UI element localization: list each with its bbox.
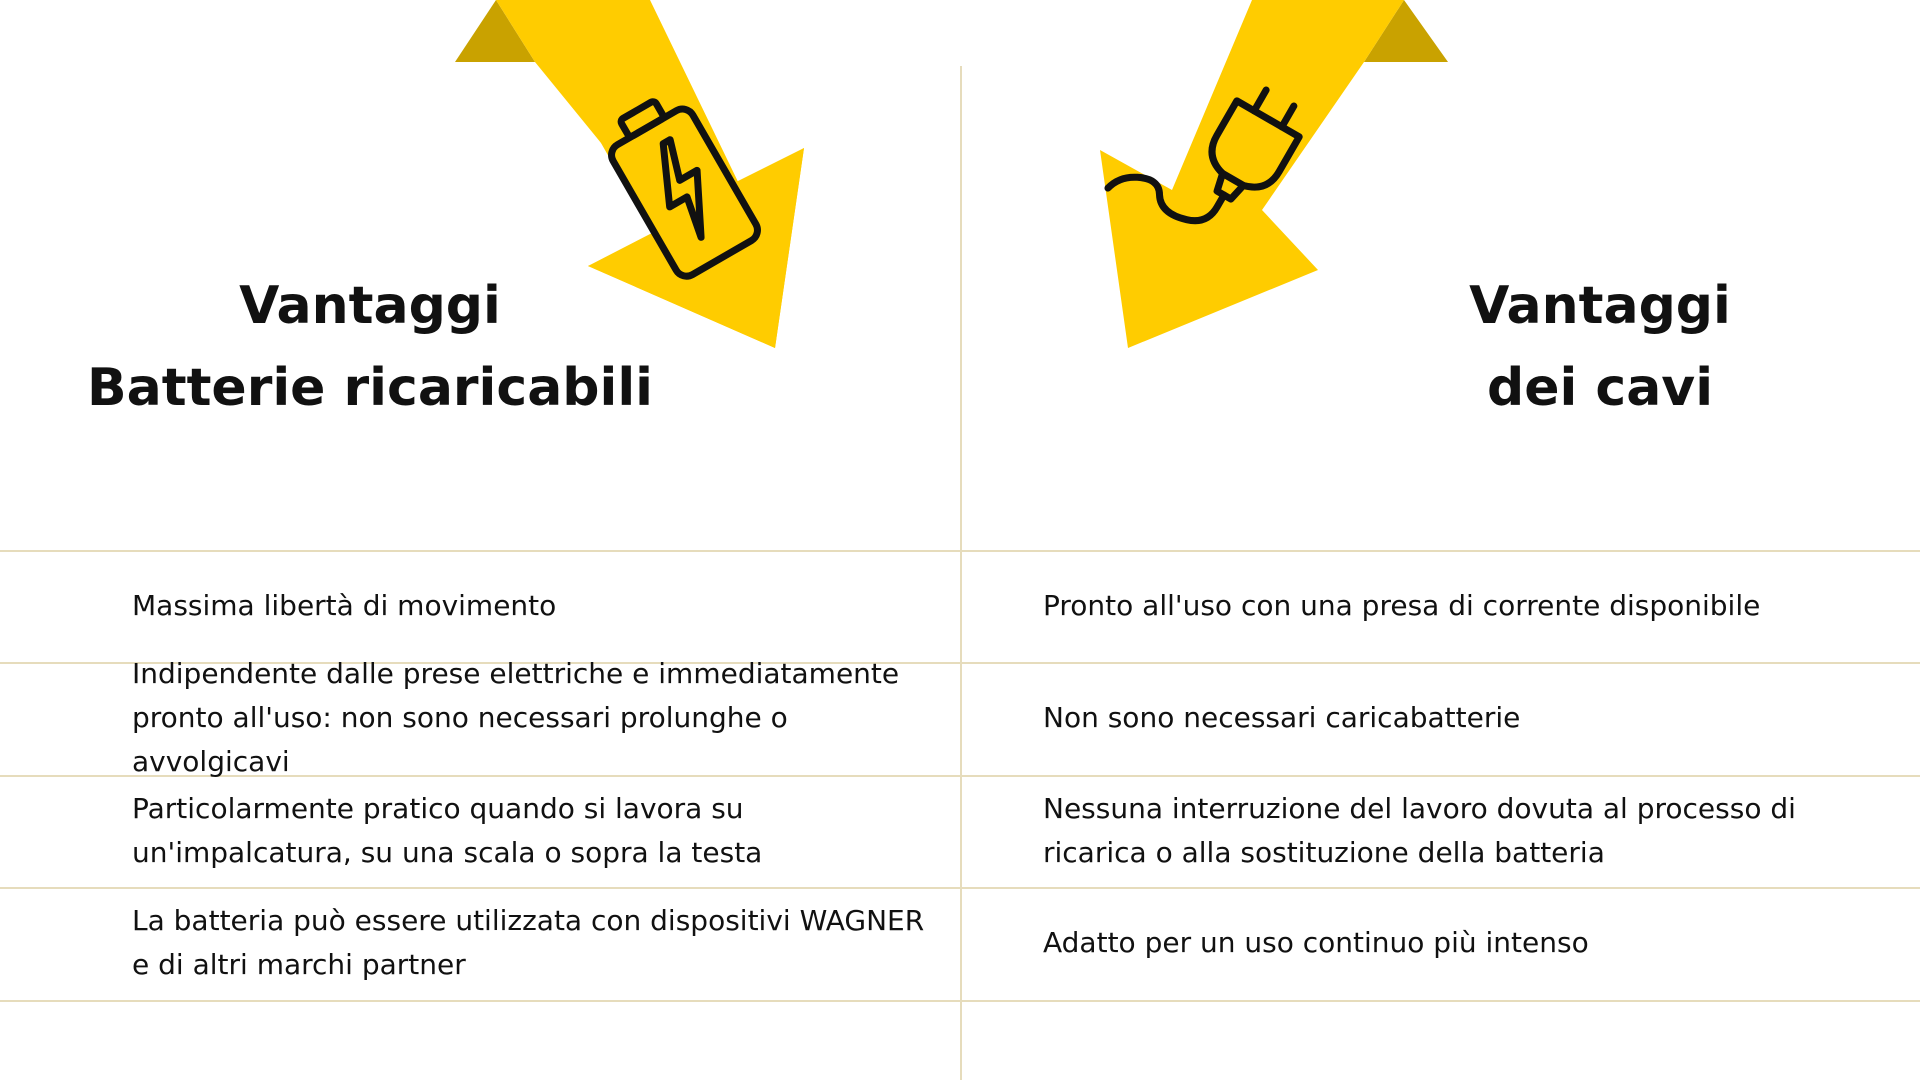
right-heading	[1360, 265, 1840, 429]
left-row	[132, 657, 932, 778]
right-row-text: Pronto all'uso con una presa di corrente disponibile	[1043, 589, 1761, 622]
column-divider	[960, 66, 962, 1080]
left-heading	[60, 265, 680, 429]
left-row-text: Massima libertà di movimento	[132, 589, 557, 622]
left-row-text: Particolarmente pratico quando si lavora su un'impalcatura, su una scala o sopra la testa	[132, 792, 763, 869]
right-row-text: Nessuna interruzione del lavoro dovuta al processo di ricarica o alla sostituzione della batteria	[1043, 792, 1796, 869]
left-row	[132, 551, 932, 661]
right-row	[1043, 551, 1863, 661]
left-heading-line1: Vantaggi	[239, 276, 501, 336]
left-row	[132, 776, 932, 886]
left-row-text: La batteria può essere utilizzata con dispositivi WAGNER e di altri marchi partner	[132, 904, 925, 981]
right-row-text: Adatto per un uso continuo più intenso	[1043, 926, 1589, 959]
left-row-text: Indipendente dalle prese elettriche e immediatamente pronto all'uso: non sono necessari prolunghe o avvolgicavi	[132, 657, 900, 778]
right-row	[1043, 776, 1863, 886]
left-heading-line2: Batterie ricaricabili	[86, 358, 653, 418]
right-heading-line1: Vantaggi	[1469, 276, 1731, 336]
row-rule	[0, 1000, 1920, 1002]
right-row	[1043, 888, 1863, 998]
left-row	[132, 888, 932, 998]
right-heading-line2: dei cavi	[1486, 358, 1714, 418]
right-row-text: Non sono necessari caricabatterie	[1043, 701, 1521, 734]
right-row	[1043, 663, 1863, 773]
